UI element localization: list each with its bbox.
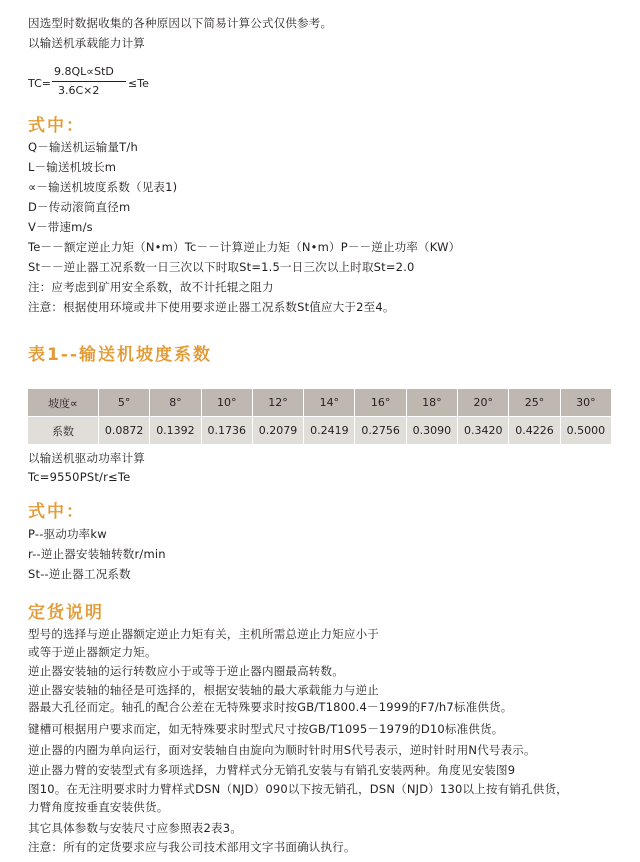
table-cell: 0.5000 xyxy=(560,417,611,445)
section-1-heading: 式中： xyxy=(28,116,85,136)
section-2-item: St--逆止器工况系数 xyxy=(28,567,131,581)
section-2-item: r--逆止器安装轴转数r/min xyxy=(28,547,166,561)
table-cell: 0.4226 xyxy=(509,417,560,445)
formula-2-title: 以输送机驱动功率计算 xyxy=(28,451,145,465)
table-row xyxy=(28,389,612,417)
ordering-note: 注意：所有的定货要求应与我公司技术部用文字书面确认执行。 xyxy=(28,840,356,854)
table-cell: 0.2079 xyxy=(252,417,303,445)
table-cell: 0.1392 xyxy=(150,417,201,445)
section-1-note: 注意：根据使用环境或井下使用要求逆止器工况系数St值应大于2至4。 xyxy=(28,300,395,314)
section-1-item: V－带速m/s xyxy=(28,220,93,234)
table-cell: 0.3090 xyxy=(406,417,457,445)
intro-line-1: 因选型时数据收集的各种原因以下简易计算公式仅供参考。 xyxy=(28,16,333,30)
table-cell: 8° xyxy=(150,389,201,417)
table-cell: 5° xyxy=(99,389,150,417)
table-cell: 0.1736 xyxy=(201,417,252,445)
table-cell: 25° xyxy=(509,389,560,417)
slope-coefficient-table xyxy=(28,389,612,444)
table-cell: 30° xyxy=(560,389,611,417)
section-1-note: 注：应考虑到矿用安全系数，故不计托辊之阻力 xyxy=(28,280,274,294)
ordering-line: 逆止器的内圈为单向运行，面对安装轴自由旋向为顺时针时用S代号表示，逆时针时用N代号表示。 xyxy=(28,743,536,757)
table-cell: 0.3420 xyxy=(458,417,509,445)
table-cell: 10° xyxy=(201,389,252,417)
ordering-line: 逆止器安装轴的轴径是可选择的，根据安装轴的最大承载能力与逆止 xyxy=(28,683,379,697)
intro-line-2: 以输送机承载能力计算 xyxy=(28,36,145,50)
formula-1-denominator: 3.6C×2 xyxy=(58,84,100,97)
section-1-item: L－输送机坡长m xyxy=(28,160,117,174)
ordering-line: 键槽可根据用户要求而定，如无特殊要求时型式尺寸按GB/T1095－1979的D10标准供货。 xyxy=(28,722,504,736)
section-2-item: P--驱动功率kw xyxy=(28,527,107,541)
ordering-line: 或等于逆止器额定力矩。 xyxy=(28,645,157,659)
table-cell: 20° xyxy=(458,389,509,417)
table-cell: 16° xyxy=(355,389,406,417)
table-cell: 0.0872 xyxy=(99,417,150,445)
ordering-line: 图10。在无注明要求时力臂样式DSN（NJD）090以下按无销孔，DSN（NJD）130以上按有销孔供货， xyxy=(28,782,568,796)
table-cell: 14° xyxy=(304,389,355,417)
ordering-line: 力臂角度按垂直安装供货。 xyxy=(28,800,169,814)
ordering-line: 逆止器力臂的安装型式有多项选择，力臂样式分无销孔安装与有销孔安装两种。角度见安装图9 xyxy=(28,763,516,777)
table-cell: 0.2756 xyxy=(355,417,406,445)
row-label: 系数 xyxy=(28,417,99,445)
fraction-bar xyxy=(52,81,126,82)
ordering-line: 器最大孔径而定。轴孔的配合公差在无特殊要求时按GB/T1800.4－1999的F7/h7标准供货。 xyxy=(28,700,513,714)
section-1-item: ∝－输送机坡度系数（见表1) xyxy=(28,180,178,194)
table-cell: 0.2419 xyxy=(304,417,355,445)
section-1-item: Te－－额定逆止力矩（N•m）Tc－－计算逆止力矩（N•m）P－－逆止功率（KW） xyxy=(28,240,461,254)
section-1-item: D－传动滚筒直径m xyxy=(28,200,131,214)
formula-1-lhs: TC= xyxy=(28,77,51,90)
ordering-line: 其它具体参数与安装尺寸应参照表2表3。 xyxy=(28,821,242,835)
section-1-item: St－－逆止器工况系数一日三次以下时取St=1.5一日三次以上时取St=2.0 xyxy=(28,260,415,274)
table-cell: 18° xyxy=(406,389,457,417)
row-label: 坡度∝ xyxy=(28,389,99,417)
formula-2-expression: Tc=9550PSt/r≤Te xyxy=(28,470,131,484)
ordering-line: 型号的选择与逆止器额定逆止力矩有关，主机所需总逆止力矩应小于 xyxy=(28,627,379,641)
table-cell: 12° xyxy=(252,389,303,417)
formula-1-numerator: 9.8QL∝StD xyxy=(54,65,114,78)
formula-1-rhs: ≤Te xyxy=(128,77,149,90)
section-2-heading: 式中： xyxy=(28,502,85,522)
ordering-heading: 定货说明 xyxy=(28,603,104,623)
ordering-line: 逆止器安装轴的运行转数应小于或等于逆止器内圈最高转数。 xyxy=(28,664,344,678)
section-1-item: Q－输送机运输量T/h xyxy=(28,140,138,154)
table-1-heading: 表1--输送机坡度系数 xyxy=(28,345,212,365)
table-row xyxy=(28,417,612,445)
